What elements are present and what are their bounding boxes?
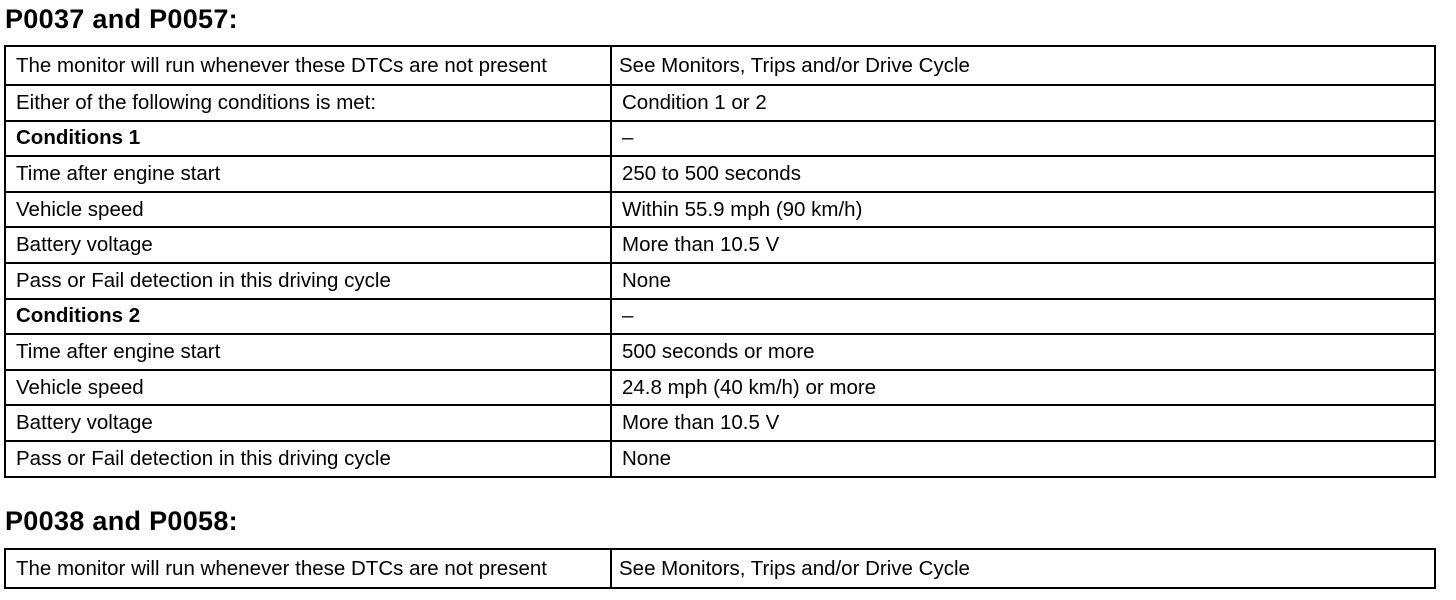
- table-row: [5, 405, 1435, 441]
- condition-label: Vehicle speed: [5, 192, 611, 228]
- condition-value: 500 seconds or more: [611, 334, 1435, 370]
- conditions-table: [4, 45, 1436, 478]
- condition-label: Battery voltage: [5, 227, 611, 263]
- condition-label: Pass or Fail detection in this driving cycle: [5, 263, 611, 299]
- condition-label: The monitor will run whenever these DTCs are not present: [5, 549, 611, 588]
- table-row: [5, 441, 1435, 477]
- section-title: P0038 and P0058:: [5, 506, 238, 536]
- table-row: [5, 299, 1435, 335]
- table-row: [5, 370, 1435, 406]
- table-row: [5, 85, 1435, 121]
- table-row: [5, 549, 1435, 588]
- condition-label: Either of the following conditions is met:: [5, 85, 611, 121]
- table-row: [5, 192, 1435, 228]
- condition-value: –: [611, 121, 1435, 157]
- condition-group-label: Conditions 1: [5, 121, 611, 157]
- condition-value: 24.8 mph (40 km/h) or more: [611, 370, 1435, 406]
- condition-value: More than 10.5 V: [611, 405, 1435, 441]
- condition-value: –: [611, 299, 1435, 335]
- condition-label: Pass or Fail detection in this driving cycle: [5, 441, 611, 477]
- table-row: [5, 156, 1435, 192]
- condition-label: Time after engine start: [5, 156, 611, 192]
- condition-value: See Monitors, Trips and/or Drive Cycle: [611, 549, 1435, 588]
- table-row: [5, 46, 1435, 85]
- table-row: [5, 121, 1435, 157]
- condition-label: Vehicle speed: [5, 370, 611, 406]
- condition-value: Condition 1 or 2: [611, 85, 1435, 121]
- condition-label: Time after engine start: [5, 334, 611, 370]
- condition-value: 250 to 500 seconds: [611, 156, 1435, 192]
- section-title: P0037 and P0057:: [5, 4, 238, 34]
- condition-value: None: [611, 263, 1435, 299]
- condition-value: Within 55.9 mph (90 km/h): [611, 192, 1435, 228]
- condition-label: The monitor will run whenever these DTCs are not present: [5, 46, 611, 85]
- condition-label: Battery voltage: [5, 405, 611, 441]
- condition-value: None: [611, 441, 1435, 477]
- table-row: [5, 263, 1435, 299]
- condition-group-label: Conditions 2: [5, 299, 611, 335]
- table-row: [5, 334, 1435, 370]
- table-row: [5, 227, 1435, 263]
- condition-value: See Monitors, Trips and/or Drive Cycle: [611, 46, 1435, 85]
- conditions-table: [4, 548, 1436, 589]
- condition-value: More than 10.5 V: [611, 227, 1435, 263]
